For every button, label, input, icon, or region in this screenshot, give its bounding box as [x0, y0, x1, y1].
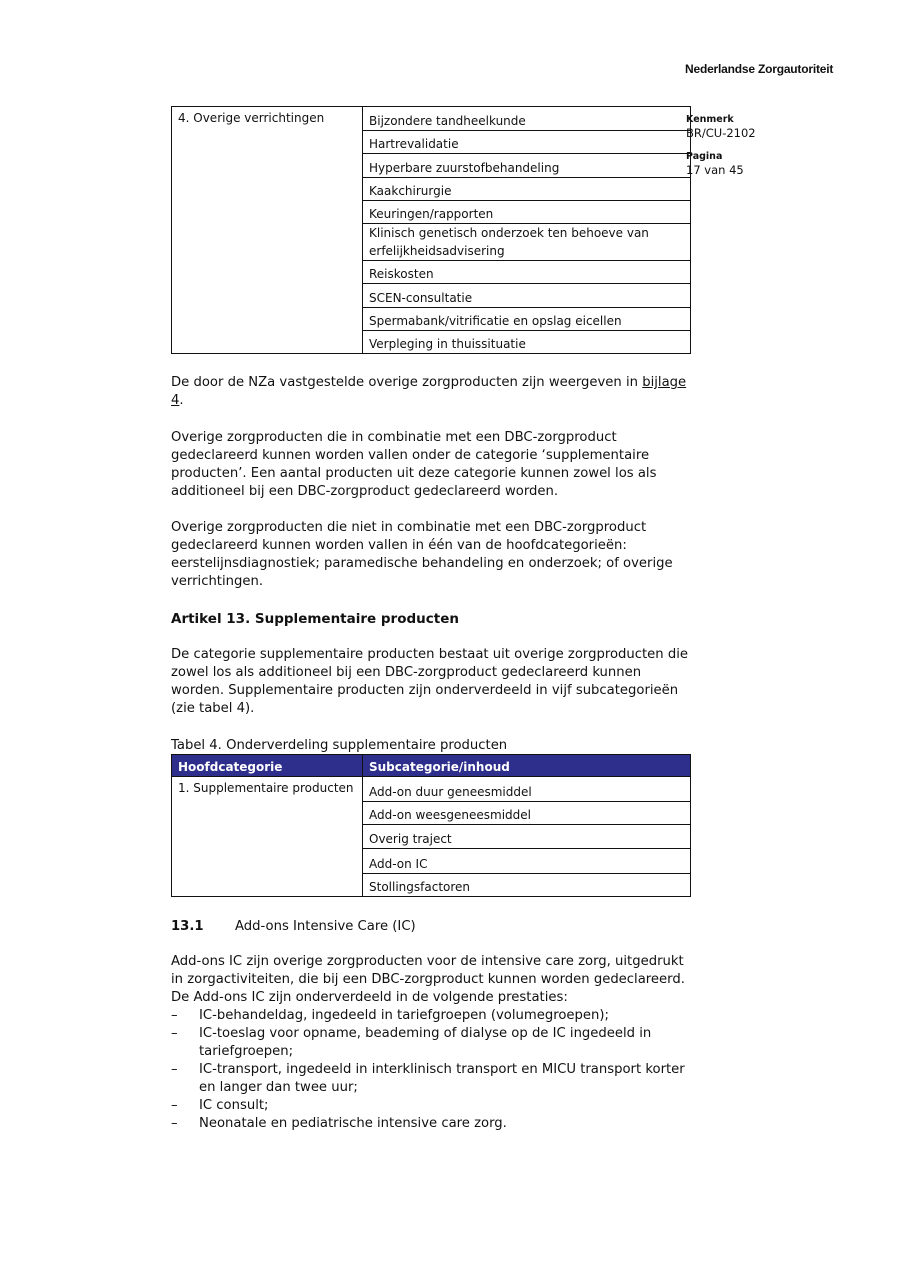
table-overige-verrichtingen	[171, 106, 691, 354]
prestaties-list	[171, 1007, 691, 1133]
pagina-block	[686, 151, 744, 177]
pagina-label: Pagina	[686, 151, 723, 162]
p1-end: .	[179, 393, 184, 408]
p2: Overige zorgproducten die in combinatie met een DBC-zorgproduct gedeclareerd kunnen worden vallen onder de categorie ‘supplementaire producten’. Een aantal producten uit deze categorie kunnen zowel los als additioneel bij een DBC-zorgproduct gedeclareerd worden.	[171, 430, 657, 499]
p1-text: De door de NZa vastgestelde overige zorgproducten zijn weergeven in	[171, 375, 643, 390]
organization-name: Nederlandse Zorgautoriteit	[685, 62, 834, 76]
subcategory-cell: Hartrevalidatie	[363, 131, 691, 154]
main-category-cell: 4. Overige verrichtingen	[172, 107, 363, 354]
table-4	[171, 754, 691, 897]
paragraph-hoofdcategorieen	[171, 519, 691, 591]
subcategory-cell: Hyperbare zuurstofbehandeling	[363, 154, 691, 178]
kenmerk-block	[686, 114, 756, 140]
subcategory-cell: Klinisch genetisch onderzoek ten behoeve van erfelijkheidsadvisering	[363, 224, 691, 261]
subcategory-cell: Reiskosten	[363, 261, 691, 284]
section-title: Add-ons Intensive Care (IC)	[235, 919, 416, 934]
table-overige-verrichtingen-wrap	[171, 106, 691, 354]
paragraph-supplementair	[171, 429, 691, 501]
bijlage-4-link[interactable]: bijlage 4	[171, 375, 687, 408]
list-item: – IC consult;	[171, 1097, 691, 1115]
header-subcategorie: Subcategorie/inhoud	[363, 755, 691, 777]
section-13-1-body: Add-ons IC zijn overige zorgproducten voor de intensive care zorg, uitgedrukt in zorgactiviteiten, die bij een DBC-zorgproduct kunnen worden gedeclareerd. De Add-ons IC zijn onderverdeeld in de volgende prestaties:	[171, 954, 685, 1005]
paragraph-bijlage	[171, 374, 691, 410]
section-13-1-body-wrap	[171, 953, 691, 1133]
subcategory-cell: Keuringen/rapporten	[363, 201, 691, 224]
article-13-body: De categorie supplementaire producten bestaat uit overige zorgproducten die zowel los als additioneel bij een DBC-zorgproduct gedeclareerd kunnen worden. Supplementaire producten zijn onderverdeeld in vijf subcategorieën (zie tabel 4).	[171, 647, 688, 716]
subcategory-cell: Kaakchirurgie	[363, 178, 691, 201]
subcategory-cell: SCEN-consultatie	[363, 284, 691, 308]
article-13-heading-wrap	[171, 610, 691, 628]
list-item: – IC-behandeldag, ingedeeld in tariefgroepen (volumegroepen);	[171, 1007, 691, 1025]
pagina-value: 17 van 45	[686, 163, 744, 177]
subcategory-cell: Add-on duur geneesmiddel	[363, 777, 691, 802]
table-4-caption: Tabel 4. Onderverdeling supplementaire producten	[171, 738, 508, 753]
subcategory-cell: Add-on weesgeneesmiddel	[363, 802, 691, 825]
section-number: 13.1	[171, 919, 204, 934]
list-item: – Neonatale en pediatrische intensive care zorg.	[171, 1115, 691, 1133]
kenmerk-label: Kenmerk	[686, 114, 734, 125]
main-category-cell: 1. Supplementaire producten	[172, 777, 363, 897]
subcategory-cell: Overig traject	[363, 825, 691, 849]
p3: Overige zorgproducten die niet in combinatie met een DBC-zorgproduct gedeclareerd kunnen worden vallen in één van de hoofdcategorieën: eerstelijnsdiagnostiek; paramedische behandeling en onderzoek; of overige verrichtingen.	[171, 520, 673, 589]
subcategory-cell: Verpleging in thuissituatie	[363, 331, 691, 354]
article-13-body-wrap	[171, 646, 691, 718]
table-4-caption-wrap	[171, 737, 691, 755]
header-hoofdcategorie: Hoofdcategorie	[172, 755, 363, 777]
kenmerk-value: BR/CU-2102	[686, 126, 756, 140]
article-13-heading: Artikel 13. Supplementaire producten	[171, 611, 459, 627]
section-13-1-heading	[171, 918, 691, 936]
subcategory-cell: Spermabank/vitrificatie en opslag eicellen	[363, 308, 691, 331]
subcategory-cell: Bijzondere tandheelkunde	[363, 107, 691, 131]
subcategory-cell: Add-on IC	[363, 849, 691, 874]
table-4-wrap	[171, 754, 691, 897]
subcategory-cell: Stollingsfactoren	[363, 874, 691, 897]
list-item: – IC-transport, ingedeeld in interklinisch transport en MICU transport korter en langer dan twee uur;	[171, 1061, 691, 1097]
list-item: – IC-toeslag voor opname, beademing of dialyse op de IC ingedeeld in tariefgroepen;	[171, 1025, 691, 1061]
